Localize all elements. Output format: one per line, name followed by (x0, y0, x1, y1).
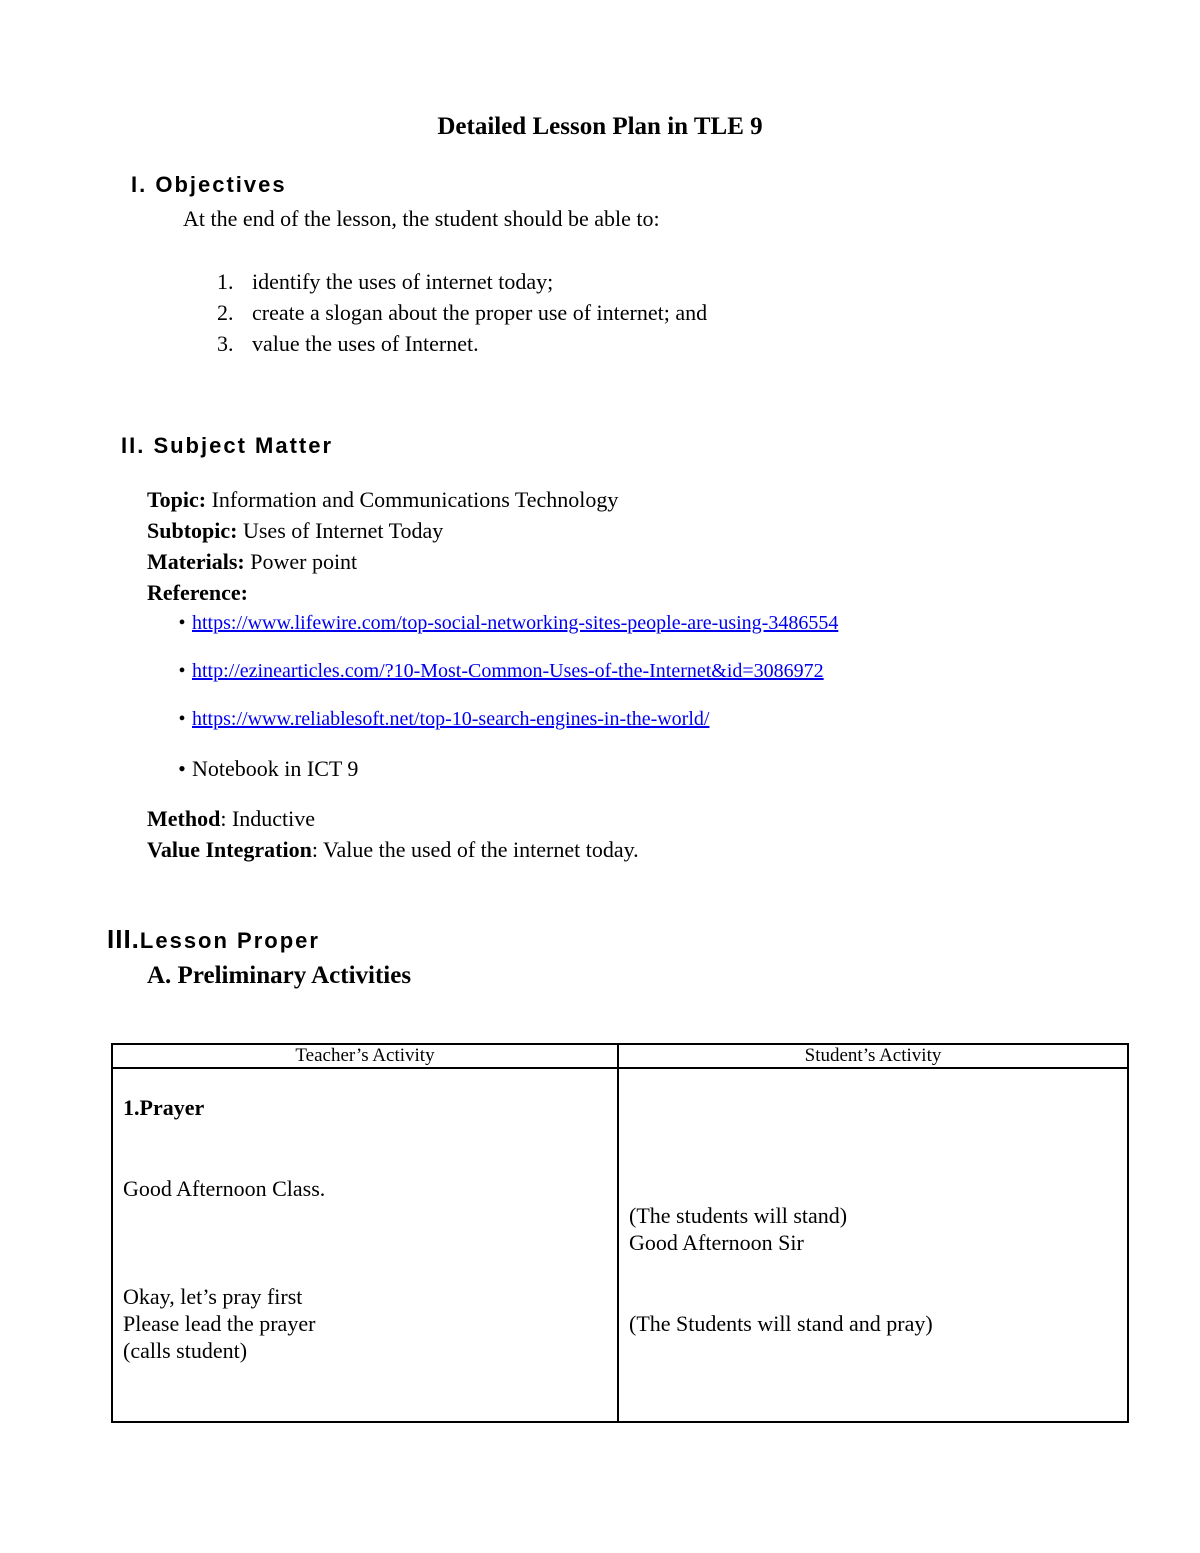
value-integration-field (147, 837, 639, 863)
bullet-icon: • (178, 756, 186, 781)
subtopic-field (147, 518, 443, 544)
teacher-activity-cell (112, 1068, 618, 1422)
objective-text: value the uses of Internet. (252, 331, 479, 356)
teacher-greeting: Good Afternoon Class. (123, 1176, 326, 1201)
teacher-line: Please lead the prayer (123, 1311, 316, 1336)
reference-item (172, 756, 358, 782)
materials-field (147, 549, 357, 575)
reference-item (172, 660, 824, 683)
reference-item (172, 708, 709, 731)
materials-label: Materials: (147, 549, 245, 574)
reference-field (147, 580, 248, 606)
subject-matter-heading: II. Subject Matter (121, 433, 334, 458)
student-activity-header: Student’s Activity (618, 1044, 1128, 1068)
table-row (112, 1068, 1128, 1422)
topic-field (147, 487, 618, 513)
student-activity-cell (618, 1068, 1128, 1422)
lesson-proper-title: Lesson Proper (139, 928, 320, 953)
method-value: : Inductive (220, 806, 316, 831)
reference-label: Reference: (147, 580, 248, 605)
document-title: Detailed Lesson Plan in TLE 9 (437, 113, 763, 140)
bullet-icon: • (178, 612, 186, 634)
topic-label: Topic: (147, 487, 207, 512)
subtopic-value: Uses of Internet Today (242, 518, 444, 543)
reference-link[interactable]: https://www.reliablesoft.net/top-10-search-engines-in-the-world/ (192, 708, 710, 730)
method-field (147, 806, 315, 832)
student-line: (The Students will stand and pray) (629, 1311, 933, 1336)
method-label: Method (147, 806, 221, 831)
activity-table (111, 1043, 1129, 1423)
teacher-line: Okay, let’s pray first (123, 1284, 303, 1309)
materials-value: Power point (250, 549, 358, 574)
objectives-heading: I. Objectives (131, 172, 287, 197)
teacher-line: (calls student) (123, 1338, 248, 1363)
lesson-proper-roman: III. (107, 924, 140, 954)
subtopic-label: Subtopic: (147, 518, 238, 543)
objective-number: 2. (217, 300, 234, 325)
value-integration-label: Value Integration (147, 837, 312, 862)
topic-value: Information and Communications Technology (211, 487, 619, 512)
table-header-row (112, 1044, 1128, 1068)
objective-text: identify the uses of internet today; (252, 269, 554, 294)
student-line: Good Afternoon Sir (629, 1230, 804, 1255)
teacher-activity-header: Teacher’s Activity (112, 1044, 618, 1068)
objective-number: 1. (217, 269, 234, 294)
objective-item (217, 331, 479, 357)
bullet-icon: • (178, 708, 186, 730)
preliminary-activities-heading: A. Preliminary Activities (147, 962, 412, 989)
objective-item (217, 269, 553, 295)
reference-link[interactable]: http://ezinearticles.com/?10-Most-Common-Uses-of-the-Internet&id=3086972 (192, 660, 824, 682)
objective-item (217, 300, 707, 326)
bullet-icon: • (178, 660, 186, 682)
objective-text: create a slogan about the proper use of internet; and (252, 300, 708, 325)
objective-number: 3. (217, 331, 234, 356)
reference-link[interactable]: https://www.lifewire.com/top-social-networking-sites-people-are-using-3486554 (192, 612, 839, 634)
reference-item (172, 612, 838, 635)
student-line: (The students will stand) (629, 1203, 848, 1228)
prayer-step: 1.Prayer (123, 1095, 205, 1120)
value-integration-value: : Value the used of the internet today. (311, 837, 639, 862)
lesson-proper-heading (107, 924, 320, 955)
objectives-intro: At the end of the lesson, the student should be able to: (183, 206, 660, 231)
reference-text: Notebook in ICT 9 (192, 756, 359, 781)
